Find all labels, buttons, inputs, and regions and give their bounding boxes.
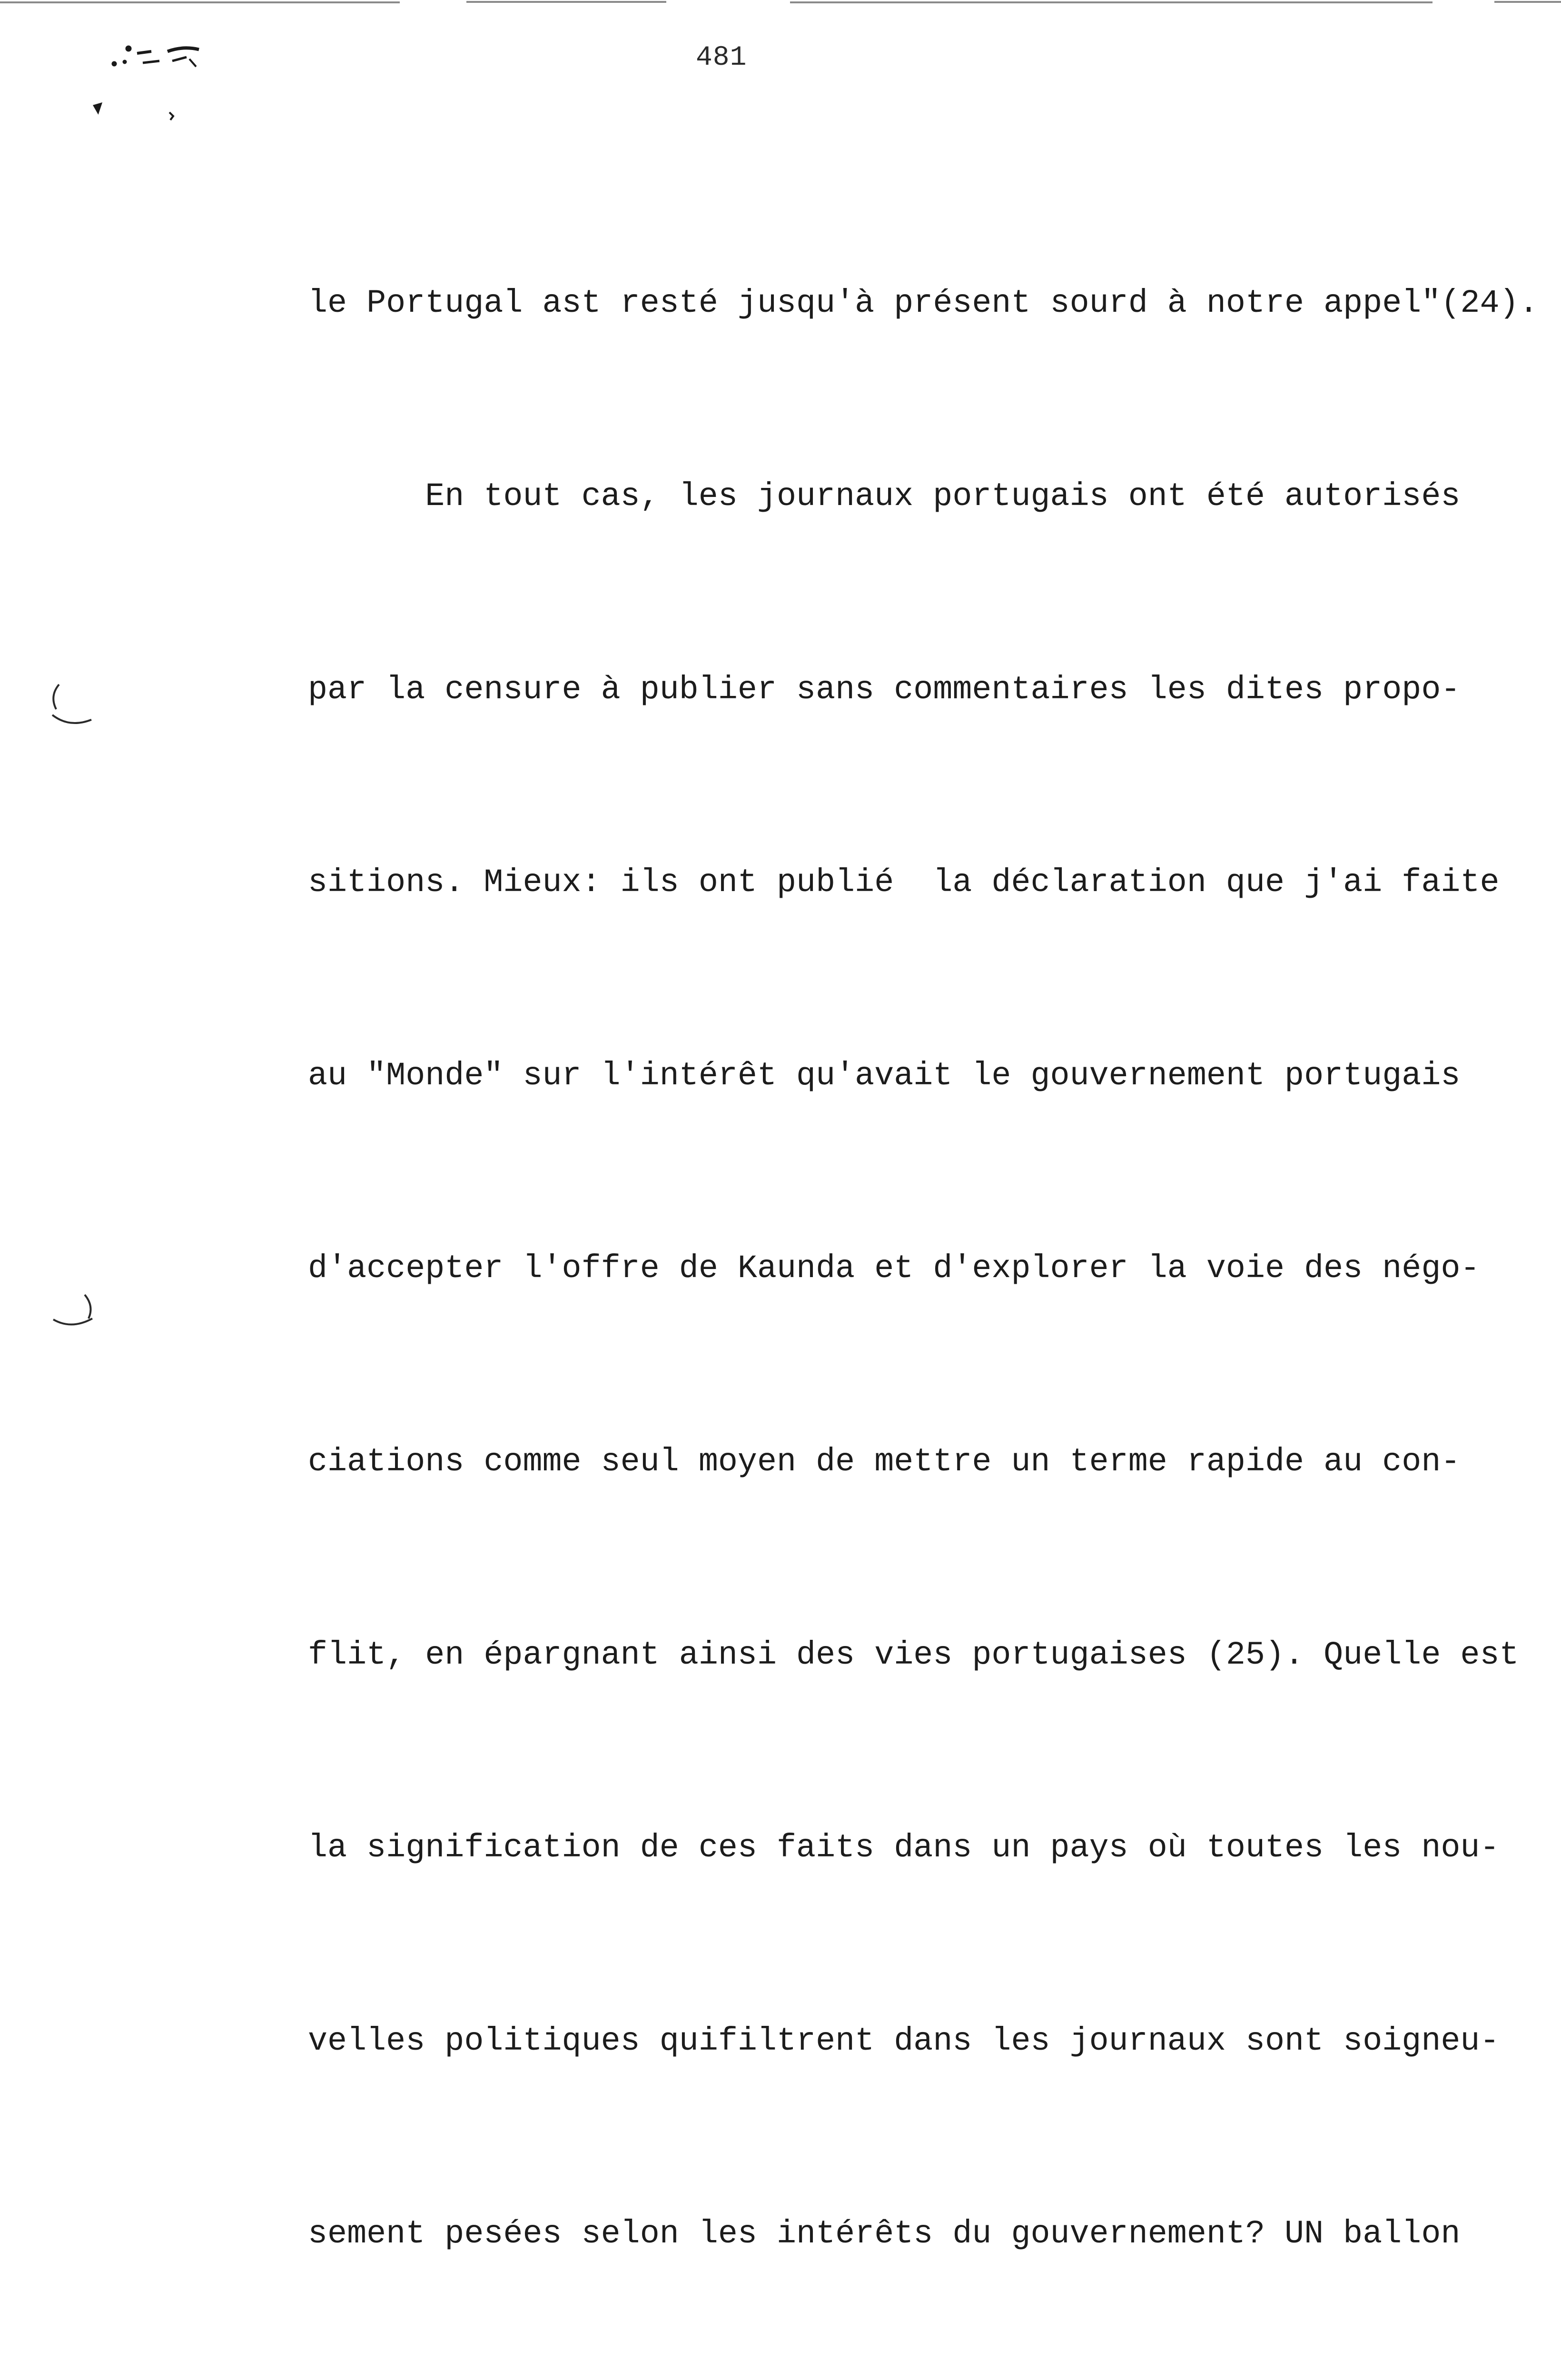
typewritten-body [308,143,1555,2380]
text-line: d'accepter l'offre de Kaunda et d'explorer la voie des négo- [308,1250,1480,1288]
punch-hole-mark-upper [52,684,91,723]
page-number: 481 [696,42,747,73]
text-line: au "Monde" sur l'intérêt qu'avait le gouvernement portugais [308,1057,1461,1094]
text-line: sement pesées selon les intérêts du gouvernement? UN ballon [308,2215,1461,2253]
text-line: flit, en épargnant ainsi des vies portugaises (25). Quelle est [308,1636,1519,1674]
text-line: par la censure à publier sans commentaires les dites propo- [308,671,1461,708]
text-line: le Portugal ast resté jusqu'à présent sourd à notre appel"(24). [308,285,1539,322]
text-line: En tout cas, les journaux portugais ont été autorisés [425,478,1461,515]
punch-hole-mark-lower [53,1295,92,1325]
text-line: velles politiques quifiltrent dans les journaux sont soigneu- [308,2022,1500,2060]
text-line: ciations comme seul moyen de mettre un terme rapide au con- [308,1443,1461,1480]
scan-specks [94,46,199,120]
text-line: sitions. Mieux: ils ont publié la déclaration que j'ai faite [308,864,1500,902]
text-line: la signification de ces faits dans un pays où toutes les nou- [308,1829,1500,1867]
